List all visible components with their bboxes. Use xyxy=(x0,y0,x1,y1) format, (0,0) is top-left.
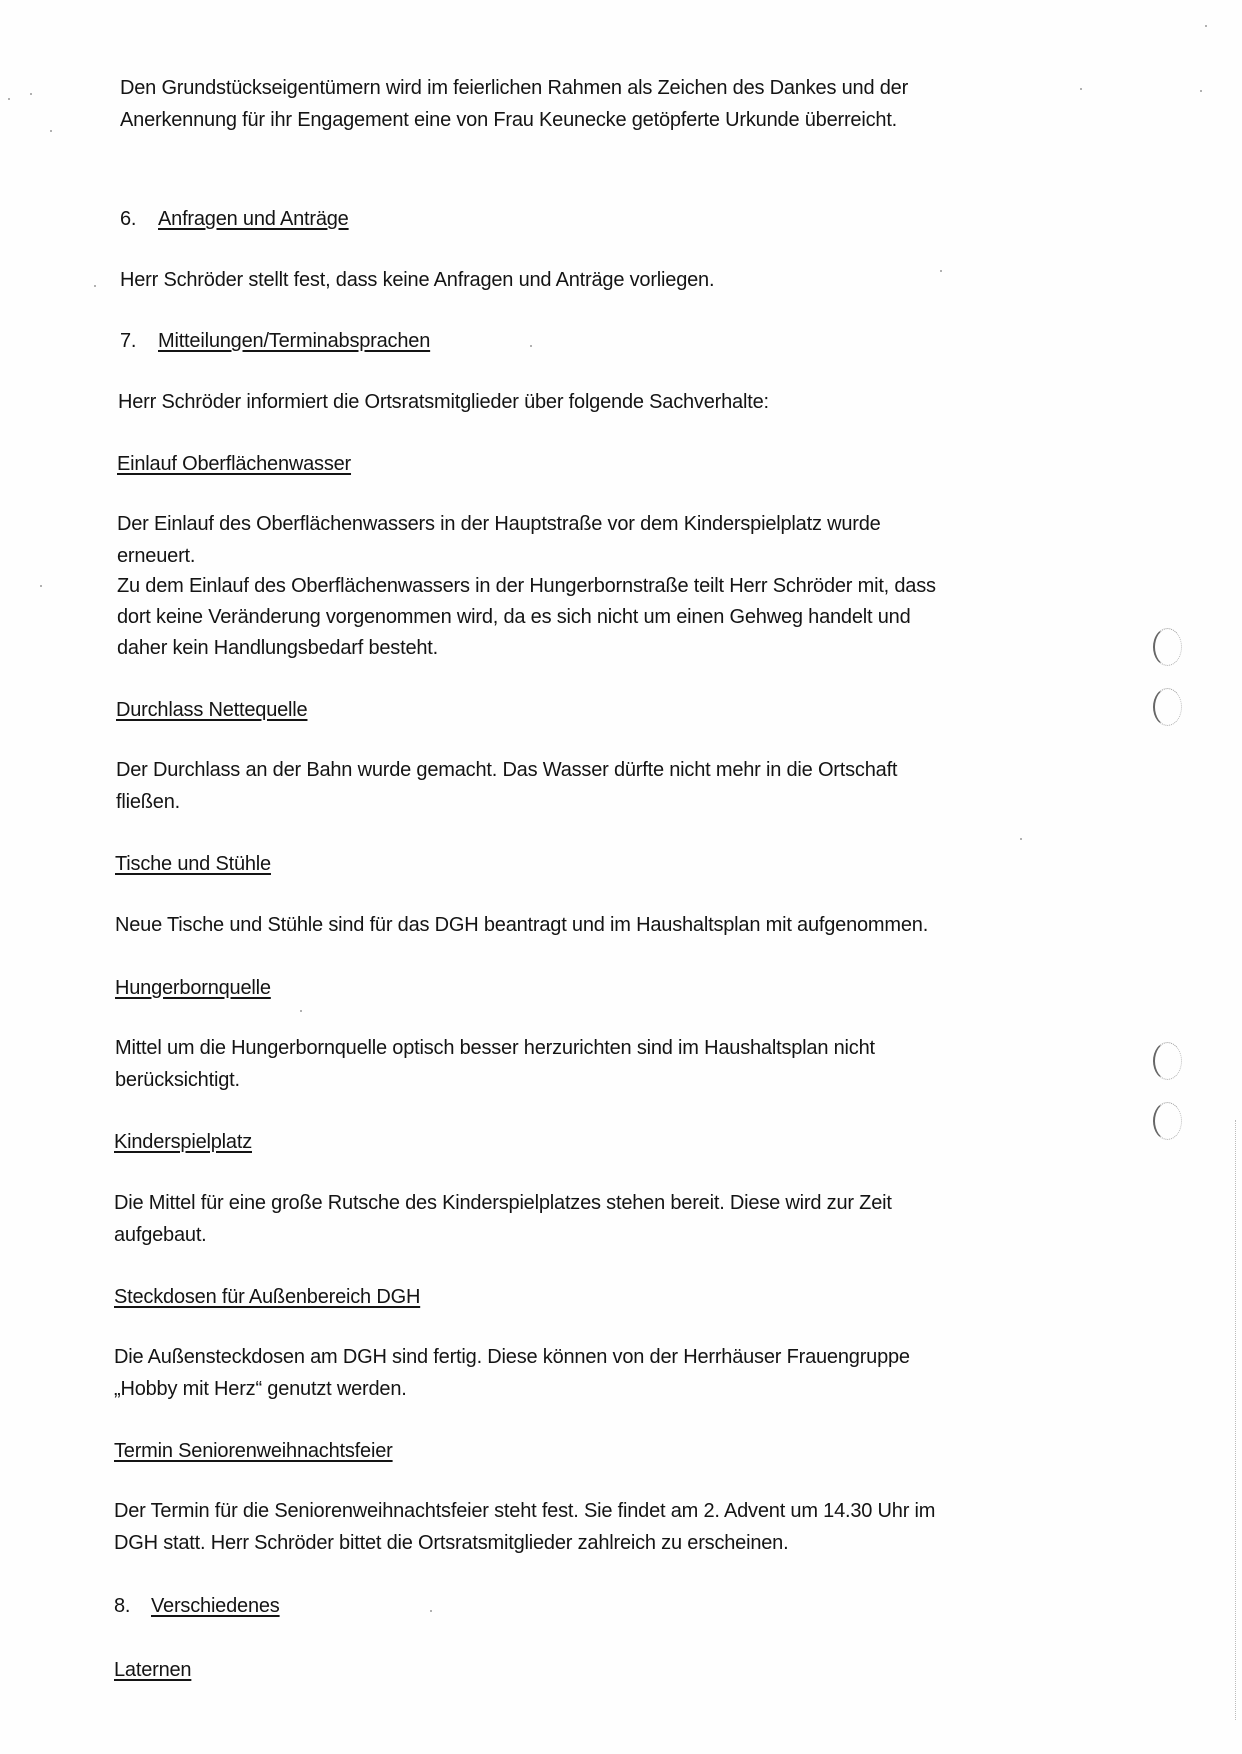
section-title: Anfragen und Anträge xyxy=(158,208,349,230)
punch-hole-mark xyxy=(1153,1042,1182,1080)
tische-line-1: Neue Tische und Stühle sind für das DGH beantragt und im Haushaltsplan mit aufgenommen. xyxy=(115,914,929,936)
termin-line-2: DGH statt. Herr Schröder bittet die Ortsratsmitglieder zahlreich zu erscheinen. xyxy=(114,1532,789,1554)
section-number: 6. xyxy=(120,208,137,230)
subsection-heading-termin: Termin Seniorenweihnachtsfeier xyxy=(114,1440,393,1462)
subsection-heading-tische: Tische und Stühle xyxy=(115,853,271,875)
scan-speck xyxy=(300,1010,302,1012)
durchlass-line-2: fließen. xyxy=(116,791,180,813)
kinderspielplatz-line-2: aufgebaut. xyxy=(114,1224,207,1246)
scan-speck xyxy=(940,270,942,272)
kinderspielplatz-line-1: Die Mittel für eine große Rutsche des Kinderspielplatzes stehen bereit. Diese wird zur Zeit xyxy=(114,1192,892,1214)
einlauf-line-1: Der Einlauf des Oberflächenwassers in der Hauptstraße vor dem Kinderspielplatz wurde xyxy=(117,513,881,535)
section-6-text: Herr Schröder stellt fest, dass keine Anfragen und Anträge vorliegen. xyxy=(120,269,715,291)
scan-speck xyxy=(8,98,10,100)
section-7-text: Herr Schröder informiert die Ortsratsmitglieder über folgende Sachverhalte: xyxy=(118,391,769,413)
einlauf-line-2: erneuert. xyxy=(117,545,196,567)
hungerbornquelle-line-1: Mittel um die Hungerbornquelle optisch besser herzurichten sind im Haushaltsplan nicht xyxy=(115,1037,875,1059)
section-8-heading xyxy=(114,1591,280,1621)
steckdosen-line-1: Die Außensteckdosen am DGH sind fertig. Diese können von der Herrhäuser Frauengruppe xyxy=(114,1346,910,1368)
hungerbornquelle-line-2: berücksichtigt. xyxy=(115,1069,240,1091)
subsection-heading-steckdosen: Steckdosen für Außenbereich DGH xyxy=(114,1286,421,1308)
scan-speck xyxy=(30,93,32,95)
scan-speck xyxy=(50,130,52,132)
subsection-heading-durchlass: Durchlass Nettequelle xyxy=(116,699,308,721)
scan-speck xyxy=(430,1610,432,1612)
section-title: Verschiedenes xyxy=(151,1595,280,1617)
einlauf-line-4: dort keine Veränderung vorgenommen wird, da es sich nicht um einen Gehweg handelt und xyxy=(117,606,911,628)
scan-speck xyxy=(1200,90,1202,92)
termin-line-1: Der Termin für die Seniorenweihnachtsfeier steht fest. Sie findet am 2. Advent um 14.30 Uhr im xyxy=(114,1500,936,1522)
scan-speck xyxy=(94,285,96,287)
section-7-heading xyxy=(120,326,430,356)
subsection-heading-einlauf: Einlauf Oberflächenwasser xyxy=(117,453,352,475)
section-number: 8. xyxy=(114,1595,131,1617)
section-number: 7. xyxy=(120,330,137,352)
scan-speck xyxy=(530,345,532,347)
scan-speck xyxy=(40,585,42,587)
durchlass-line-1: Der Durchlass an der Bahn wurde gemacht. Das Wasser dürfte nicht mehr in die Ortschaft xyxy=(116,759,898,781)
scan-speck xyxy=(1205,25,1207,27)
scan-speck xyxy=(1080,88,1082,90)
einlauf-line-3: Zu dem Einlauf des Oberflächenwassers in der Hungerbornstraße teilt Herr Schröder mit, dass xyxy=(117,575,936,597)
punch-hole-mark xyxy=(1153,628,1182,666)
section-6-heading xyxy=(120,204,349,234)
section-title: Mitteilungen/Terminabsprachen xyxy=(158,330,431,352)
punch-hole-mark xyxy=(1153,688,1182,726)
scan-edge xyxy=(1234,1120,1236,1720)
intro-line-1: Den Grundstückseigentümern wird im feierlichen Rahmen als Zeichen des Dankes und der xyxy=(120,77,909,99)
subsection-heading-hungerbornquelle: Hungerbornquelle xyxy=(115,977,271,999)
scan-speck xyxy=(1020,838,1022,840)
subsection-heading-laternen: Laternen xyxy=(114,1659,192,1681)
subsection-heading-kinderspielplatz: Kinderspielplatz xyxy=(114,1131,252,1153)
intro-line-2: Anerkennung für ihr Engagement eine von Frau Keunecke getöpferte Urkunde überreicht. xyxy=(120,109,898,131)
steckdosen-line-2: „Hobby mit Herz“ genutzt werden. xyxy=(114,1378,407,1400)
einlauf-line-5: daher kein Handlungsbedarf besteht. xyxy=(117,637,439,659)
punch-hole-mark xyxy=(1153,1102,1182,1140)
